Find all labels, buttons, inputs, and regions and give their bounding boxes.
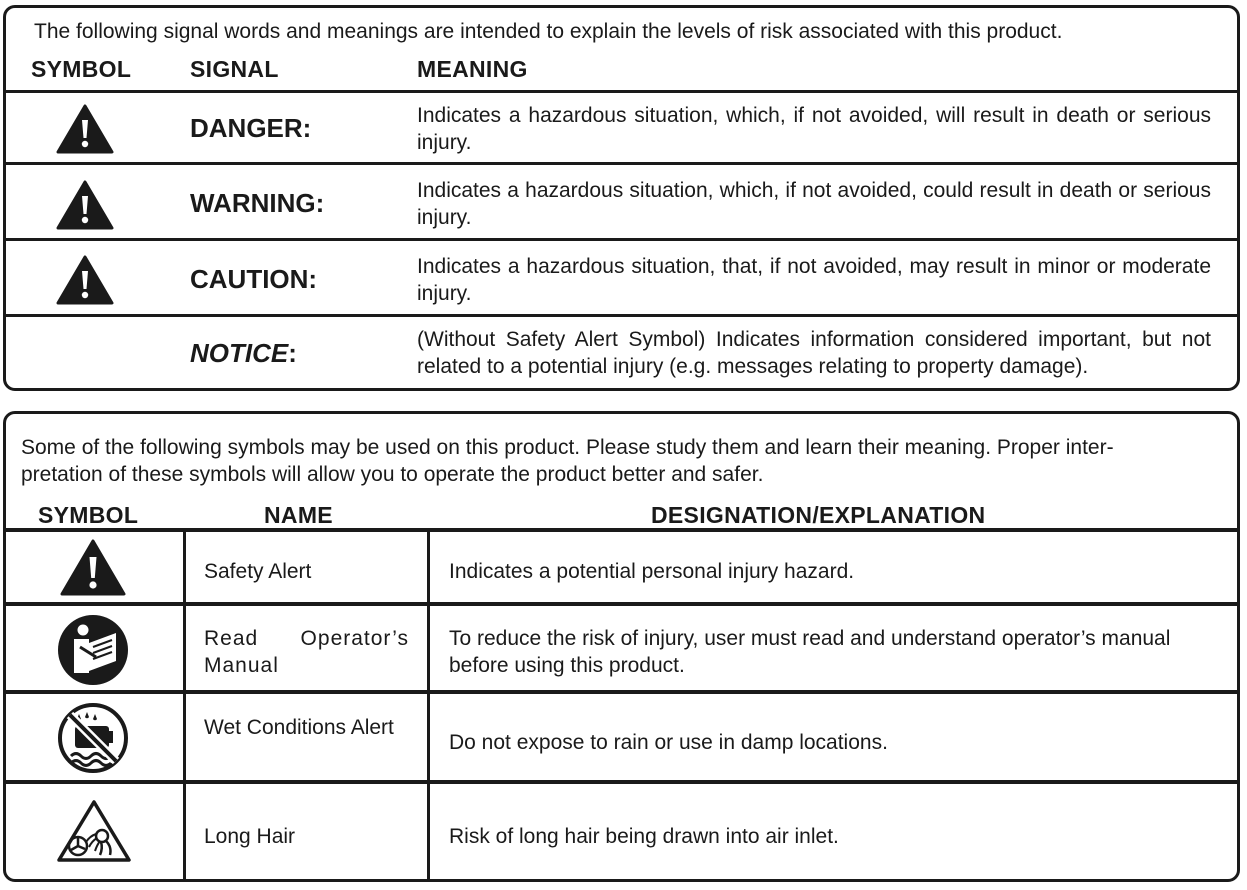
signal-header-symbol: SYMBOL — [31, 56, 132, 82]
signal-header-meaning: MEANING — [417, 56, 528, 82]
meaning-danger: Indicates a hazardous situation, which, if not avoided, will result in death or serious injury. — [417, 104, 1211, 154]
symbols-intro-line1: Some of the following symbols may be used on this product. Please study them and learn their meaning. Proper inter- — [21, 436, 1114, 459]
divider — [6, 314, 1237, 317]
divider — [6, 238, 1237, 241]
meaning-warning: Indicates a hazardous situation, which, if not avoided, could result in death or serious injury. — [417, 179, 1211, 229]
symbol-expl-safety-alert: Indicates a potential personal injury hazard. — [449, 560, 855, 583]
symbol-name-long-hair: Long Hair — [204, 825, 296, 848]
divider — [6, 690, 1237, 694]
warning-triangle-icon — [56, 180, 114, 230]
symbols-header-explanation: DESIGNATION/EXPLANATION — [651, 502, 986, 528]
symbol-expl-long-hair: Risk of long hair being drawn into air inlet. — [449, 825, 839, 848]
warning-triangle-icon — [56, 255, 114, 305]
signal-words-panel — [3, 5, 1240, 391]
symbols-intro-line2: pretation of these symbols will allow you to operate the product better and safer. — [21, 463, 764, 486]
signal-caution: CAUTION: — [190, 264, 318, 294]
symbol-name-read-manual: Read Operator’s Manual — [204, 627, 409, 677]
warning-triangle-icon — [56, 104, 114, 154]
symbol-expl-read-manual: To reduce the risk of injury, user must read and understand operator’s manual before using this product. — [449, 627, 1171, 677]
divider — [6, 780, 1237, 784]
signal-notice-suffix: : — [288, 338, 297, 368]
symbol-name-safety-alert: Safety Alert — [204, 560, 312, 583]
signal-header-signal: SIGNAL — [190, 56, 279, 82]
divider — [6, 602, 1237, 606]
safety-alert-icon — [60, 539, 126, 597]
symbols-intro-text — [21, 434, 1221, 488]
signal-warning: WARNING: — [190, 188, 325, 218]
symbol-expl-wet-conditions: Do not expose to rain or use in damp locations. — [449, 731, 888, 754]
meaning-notice: (Without Safety Alert Symbol) Indicates information considered important, but not related to a potential injury (e.g. messages relating to property damage). — [417, 328, 1211, 378]
signal-notice — [190, 338, 297, 369]
divider — [6, 528, 1237, 532]
long-hair-icon — [56, 798, 132, 864]
meaning-caution: Indicates a hazardous situation, that, if not avoided, may result in minor or moderate injury. — [417, 255, 1211, 305]
symbols-panel — [3, 411, 1240, 882]
divider — [6, 90, 1237, 93]
column-divider — [427, 530, 430, 879]
column-divider — [183, 530, 186, 879]
signal-notice-word: NOTICE — [190, 338, 289, 368]
symbols-header-symbol: SYMBOL — [38, 502, 139, 528]
symbols-header-name: NAME — [264, 502, 333, 528]
read-manual-icon — [56, 613, 130, 687]
divider — [6, 162, 1237, 165]
signal-danger: DANGER: — [190, 113, 312, 143]
no-rain-icon — [57, 702, 129, 774]
signal-intro-text: The following signal words and meanings are intended to explain the levels of risk associated with this product. — [34, 20, 1063, 43]
symbol-name-wet-conditions: Wet Conditions Alert — [204, 716, 394, 739]
